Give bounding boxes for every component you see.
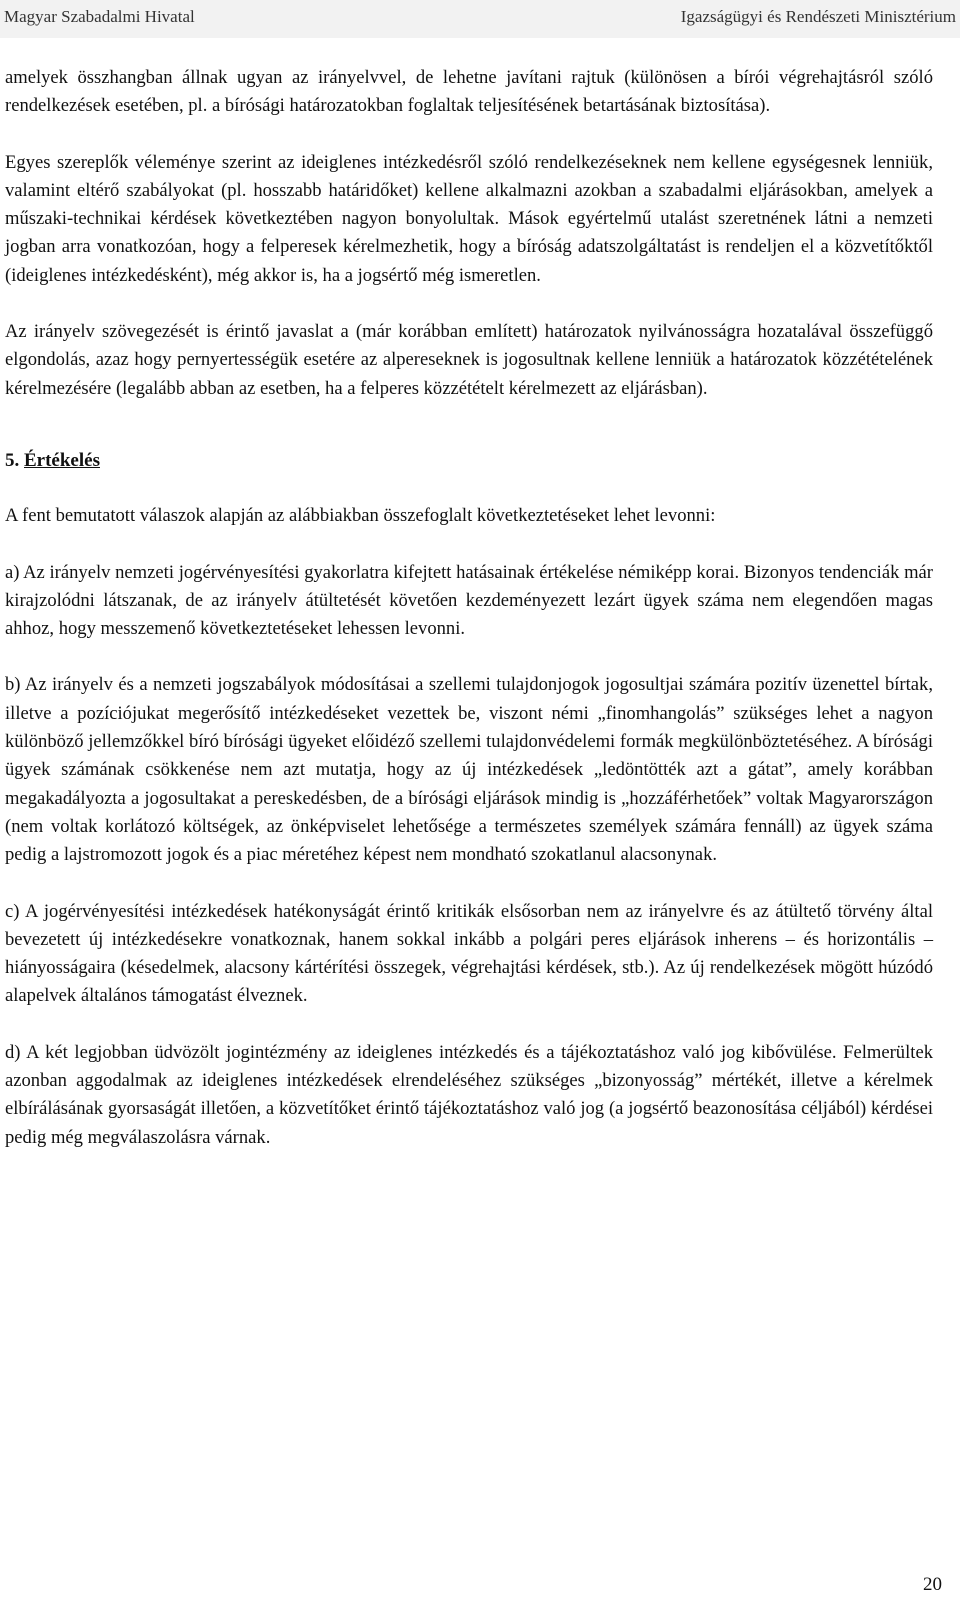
- page-header: [0, 0, 960, 38]
- page-number: 20: [923, 1574, 942, 1595]
- section-title: Értékelés: [24, 449, 100, 471]
- paragraph-4: A fent bemutatott válaszok alapján az alábbiakban összefoglalt következtetéseket lehet levonni:: [5, 505, 716, 527]
- section-number: 5.: [5, 449, 20, 471]
- paragraph-b: b) Az irányelv és a nemzeti jogszabályok módosításai a szellemi tulajdonjogok jogosultjai számára pozitív üzenettel bírtak, illetve a pozíciójukat megerősítő intézkedéseket vezettek be, viszont némi „finomhangolás” szükséges lehet a nagyon különböző jellemzőkkel bíró bírósági ügyeket előidéző szellemi tulajdonvédelemi formák megkülönböztetéséhez. A bírósági ügyek számának csökkenése nem azt mutatja, hogy az új intézkedések „ledöntötték azt a gátat”, amely korábban megakadályozta a jogosultakat a pereskedésben, de a bírósági eljárások mindig is „hozzáférhetőek” voltak Magyarországon (nem voltak korlátozó költségek, az önképviselet lehetősége a természetes személyek számára fennáll) az ügyek száma pedig a lajstromozott jogok és a piac méretéhez képest nem mondható szokatlanul alacsonynak.: [5, 674, 933, 866]
- paragraph-1: amelyek összhangban állnak ugyan az irányelvvel, de lehetne javítani rajtuk (különösen a bírói végrehajtásról szóló rendelkezések esetében, pl. a bírósági határozatokban foglaltak teljesítésének betartásának biztosítása).: [5, 67, 933, 117]
- paragraph-a: a) Az irányelv nemzeti jogérvényesítési gyakorlatra kifejtett hatásainak értékelése némiképp korai. Bizonyos tendenciák már kirajzolódni látszanak, de az irányelv átültetését követően kezdeményezett lezárt ügyek száma nem elegendően magas ahhoz, hogy messzemenő következtetéseket lehessen levonni.: [5, 561, 933, 640]
- paragraph-3: Az irányelv szövegezését is érintő javaslat a (már korábban említett) határozatok nyilvánosságra hozatalával összefüggő elgondolás, azaz hogy pernyertességük esetére az alpereseknek is jogosultnak kellene lenniük a határozatok közzétételének kérelmezésére (legalább abban az esetben, ha a felperes közzétételt kérelmezett az eljárásban).: [5, 321, 933, 399]
- header-left-text: Magyar Szabadalmi Hivatal: [4, 7, 195, 26]
- header-right-text: Igazságügyi és Rendészeti Minisztérium: [680, 7, 956, 26]
- paragraph-d: d) A két legjobban üdvözölt jogintézmény az ideiglenes intézkedés és a tájékoztatáshoz való jog kibővülése. Felmerültek azonban aggodalmak az ideiglenes intézkedések elrendeléséhez szükséges „bizonyosság” mértékét, illetve a kérelmek elbírálásának gyorsaságát illetően, a közvetítőket érintő tájékoztatáshoz való jog (a jogsértő beazonosítása céljából) kérdései pedig még megválaszolásra várnak.: [5, 1041, 933, 1148]
- paragraph-c: c) A jogérvényesítési intézkedések hatékonyságát érintő kritikák elsősorban nem az irányelvre és az átültető törvény által bevezetett új intézkedésekre vonatkoznak, hanem sokkal inkább a polgári peres eljárások inherens – és horizontális – hiányosságaira (késedelmek, alacsony kártérítési összegek, végrehajtási kérdések, stb.). Az új rendelkezések mögött húzódó alapelvek általános támogatást élveznek.: [5, 900, 933, 1007]
- paragraph-2: Egyes szereplők véleménye szerint az ideiglenes intézkedésről szóló rendelkezéseknek nem kellene egységesnek lenniük, valamint eltérő szabályokat (pl. hosszabb határidőket) kellene alkalmazni azokban a szabadalmi eljárásokban, amelyek a műszaki-technikai kérdések következtében nagyon bonyolultak. Mások egyértelmű utalást szeretnének látni a nemzeti jogban arra vonatkozóan, hogy a felperesek kérelmezhetik, hogy a bíróság adatszolgáltatást is rendeljen el a közvetítőktől (ideiglenes intézkedésként), még akkor is, ha a jogsértő még ismeretlen.: [5, 151, 933, 286]
- section-heading: [5, 447, 933, 475]
- document-body: [5, 64, 933, 1180]
